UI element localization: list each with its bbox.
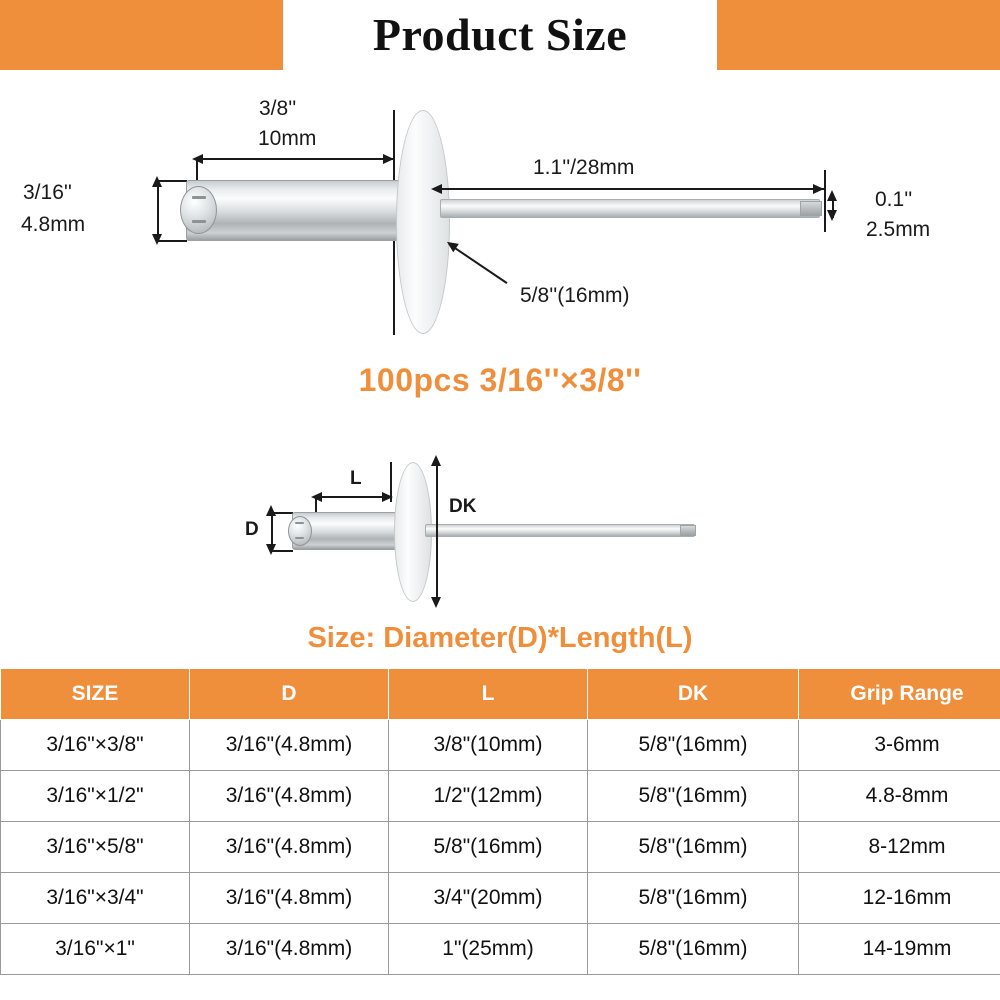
flange-callout-leader	[449, 243, 508, 283]
body-diameter-imperial-label: 3/16''	[23, 181, 72, 204]
legend-D-ext-bottom	[271, 550, 293, 552]
legend-L-dim-line	[316, 496, 390, 498]
legend-D-arrow-up	[266, 505, 276, 516]
rivet-mandrel	[440, 199, 820, 218]
table-header-dk: DK	[588, 669, 799, 720]
cell-grip: 14-19mm	[799, 924, 1000, 975]
table-row	[1, 924, 1000, 975]
legend-DK-arrow-up	[431, 455, 441, 466]
cell-dk: 5/8"(16mm)	[588, 822, 799, 873]
rivet-cap-slot-bottom	[192, 220, 206, 223]
mandrel-diameter-imperial-label: 0.1''	[875, 188, 913, 211]
rivet-sleeve	[186, 180, 408, 241]
cell-size: 3/16"×1"	[1, 924, 190, 975]
table-row	[1, 822, 1000, 873]
mandrel-length-arrow-left	[431, 184, 442, 194]
size-table-wrap	[0, 668, 1000, 975]
legend-D-label: D	[245, 519, 259, 540]
cell-grip: 4.8-8mm	[799, 771, 1000, 822]
cell-d: 3/16"(4.8mm)	[190, 924, 389, 975]
head-length-dim-line	[197, 158, 393, 160]
legend-rivet-mandrel	[425, 524, 695, 537]
cell-d: 3/16"(4.8mm)	[190, 873, 389, 924]
cell-l: 5/8"(16mm)	[389, 822, 588, 873]
body-diameter-ext-bottom	[157, 240, 187, 242]
mandrel-tip	[800, 201, 822, 216]
table-header-grip-range: Grip Range	[799, 669, 1000, 720]
mandrel-diameter-arrow-down	[827, 210, 837, 221]
size-caption: Size: Diameter(D)*Length(L)	[307, 622, 693, 654]
cell-d: 3/16"(4.8mm)	[190, 720, 389, 771]
rivet-flange	[396, 110, 450, 334]
size-table	[0, 668, 1000, 975]
legend-DK-arrow-down	[431, 597, 441, 608]
mandrel-diameter-arrow-up	[827, 190, 837, 201]
table-header-row	[1, 669, 1000, 720]
body-diameter-dim-line	[157, 180, 159, 240]
page-title: Product Size	[372, 9, 628, 60]
cell-l: 3/4"(20mm)	[389, 873, 588, 924]
legend-cap-slot-bottom	[295, 537, 304, 539]
cell-size: 3/16"×5/8"	[1, 822, 190, 873]
header-banner	[0, 0, 1000, 70]
mandrel-length-label: 1.1''/28mm	[533, 156, 635, 179]
mandrel-length-dim-line	[436, 188, 824, 190]
cell-size: 3/16"×1/2"	[1, 771, 190, 822]
cell-size: 3/16"×3/4"	[1, 873, 190, 924]
cell-grip: 12-16mm	[799, 873, 1000, 924]
cell-l: 1"(25mm)	[389, 924, 588, 975]
legend-D-ext-top	[271, 512, 293, 514]
head-diameter-imperial-label: 3/8''	[259, 97, 297, 120]
cell-grip: 8-12mm	[799, 822, 1000, 873]
table-header-size: SIZE	[1, 669, 190, 720]
mandrel-diameter-metric-label: 2.5mm	[866, 218, 931, 241]
cell-dk: 5/8"(16mm)	[588, 771, 799, 822]
cell-l: 1/2"(12mm)	[389, 771, 588, 822]
pcs-caption: 100pcs 3/16''×3/8''	[358, 362, 642, 398]
mandrel-length-arrow-right	[813, 184, 824, 194]
legend-L-label: L	[350, 468, 362, 489]
table-row	[1, 720, 1000, 771]
legend-mandrel-tip	[680, 525, 696, 536]
head-diameter-metric-label: 10mm	[258, 127, 317, 150]
legend-rivet-back-cap	[288, 516, 312, 546]
legend-DK-label: DK	[449, 496, 477, 517]
cell-d: 3/16"(4.8mm)	[190, 771, 389, 822]
cell-l: 3/8"(10mm)	[389, 720, 588, 771]
mandrel-right-ext-line	[824, 170, 826, 232]
cell-dk: 5/8"(16mm)	[588, 873, 799, 924]
cell-dk: 5/8"(16mm)	[588, 924, 799, 975]
rivet-back-cap	[180, 186, 217, 234]
cell-grip: 3-6mm	[799, 720, 1000, 771]
cell-d: 3/16"(4.8mm)	[190, 822, 389, 873]
body-diameter-metric-label: 4.8mm	[21, 213, 86, 236]
cell-size: 3/16"×3/8"	[1, 720, 190, 771]
head-left-ext-line	[196, 158, 198, 180]
cell-dk: 5/8"(16mm)	[588, 720, 799, 771]
table-header-d: D	[190, 669, 389, 720]
legend-L-ext-right	[390, 462, 392, 502]
legend-DK-dim-line	[436, 462, 438, 602]
table-row	[1, 771, 1000, 822]
legend-cap-slot-top	[295, 522, 304, 524]
flange-diameter-label: 5/8''(16mm)	[520, 284, 630, 307]
body-diameter-ext-top	[157, 180, 187, 182]
rivet-cap-slot-top	[192, 196, 206, 199]
legend-L-ext-left	[315, 496, 317, 512]
table-row	[1, 873, 1000, 924]
table-header-l: L	[389, 669, 588, 720]
